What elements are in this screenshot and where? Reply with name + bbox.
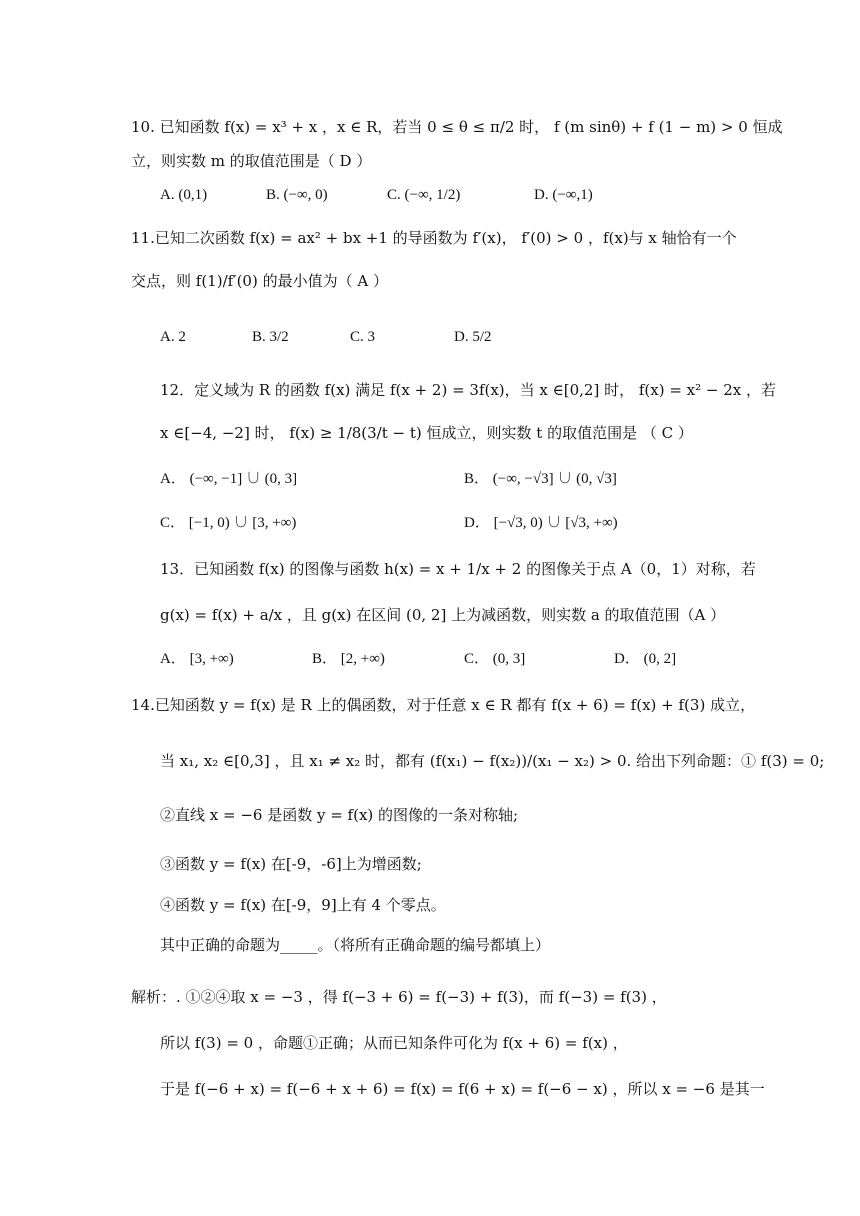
q11-line2: 交点，则 f(1)/f′(0) 的最小值为（ A ） <box>131 272 388 290</box>
q13-line2: g(x) = f(x) + a/x ，且 g(x) 在区间 (0, 2] 上为减函数，则实数 a 的取值范围（A ） <box>160 606 726 624</box>
q13-option-b: B． [2, +∞) <box>312 651 385 667</box>
q14-line5: ④函数 y = f(x) 在[-9，9]上有 4 个零点。 <box>160 896 446 914</box>
q10-line2: 立，则实数 m 的取值范围是（ D ） <box>131 152 372 170</box>
q10-line1: 10. 已知函数 f(x) = x³ + x ，x ∈ R，若当 0 ≤ θ ≤ π/2 时， f (m sinθ) + f (1 − m) > 0 恒成 <box>131 118 783 136</box>
q14-line4: ③函数 y = f(x) 在[-9，-6]上为增函数; <box>160 855 422 873</box>
q10-option-b: B. (−∞, 0) <box>266 187 328 203</box>
q14-line6: 其中正确的命题为_____。（将所有正确命题的编号都填上） <box>160 936 551 954</box>
q12-option-d: D． [−√3, 0) ∪ [√3, +∞) <box>464 515 618 531</box>
q12-line2: x ∈[−4, −2] 时， f(x) ≥ 1/8(3/t − t) 恒成立，则实数 t 的取值范围是 （ C ） <box>160 424 693 442</box>
q10-option-c: C. (−∞, 1/2) <box>387 187 461 203</box>
q10-option-a: A. (0,1) <box>160 187 208 203</box>
q12-line1: 12．定义域为 R 的函数 f(x) 满足 f(x + 2) = 3f(x)，当 x ∈[0,2] 时， f(x) = x² − 2x ，若 <box>160 381 777 399</box>
q11-option-d: D. 5/2 <box>454 329 492 345</box>
q11-line1: 11.已知二次函数 f(x) = ax² + bx +1 的导函数为 f′(x)， f′(0) > 0 ，f(x)与 x 轴恰有一个 <box>131 229 737 247</box>
q13-option-c: C． (0, 3] <box>464 651 526 667</box>
solution-line1: 解析：. ①②④取 x = −3 ，得 f(−3 + 6) = f(−3) + f(3)，而 f(−3) = f(3) ， <box>131 988 667 1006</box>
q13-option-a: A． [3, +∞) <box>160 651 234 667</box>
q12-option-b: B． (−∞, −√3] ∪ (0, √3] <box>464 471 617 487</box>
solution-line2: 所以 f(3) = 0 ，命题①正确；从而已知条件可化为 f(x + 6) = f(x) ， <box>160 1034 628 1052</box>
q12-option-a: A． (−∞, −1] ∪ (0, 3] <box>160 471 298 487</box>
q13-line1: 13．已知函数 f(x) 的图像与函数 h(x) = x + 1/x + 2 的图像关于点 A（0，1）对称，若 <box>160 560 756 578</box>
q12-option-c: C． [−1, 0) ∪ [3, +∞) <box>160 515 297 531</box>
q11-option-a: A. 2 <box>160 329 186 345</box>
q11-option-b: B. 3/2 <box>252 329 289 345</box>
q11-option-c: C. 3 <box>350 329 376 345</box>
q14-line3: ②直线 x = −6 是函数 y = f(x) 的图像的一条对称轴; <box>160 806 519 824</box>
q14-line2: 当 x₁, x₂ ∈[0,3] ，且 x₁ ≠ x₂ 时，都有 (f(x₁) − f(x₂))/(x₁ − x₂) > 0. 给出下列命题：① f(3) = 0; <box>160 752 825 770</box>
solution-line3: 于是 f(−6 + x) = f(−6 + x + 6) = f(x) = f(6 + x) = f(−6 − x) ，所以 x = −6 是其一 <box>160 1080 765 1098</box>
q13-option-d: D． (0, 2] <box>614 651 677 667</box>
q14-line1: 14.已知函数 y = f(x) 是 R 上的偶函数，对于任意 x ∈ R 都有 f(x + 6) = f(x) + f(3) 成立， <box>131 696 756 714</box>
q10-option-d: D. (−∞,1) <box>534 187 593 203</box>
